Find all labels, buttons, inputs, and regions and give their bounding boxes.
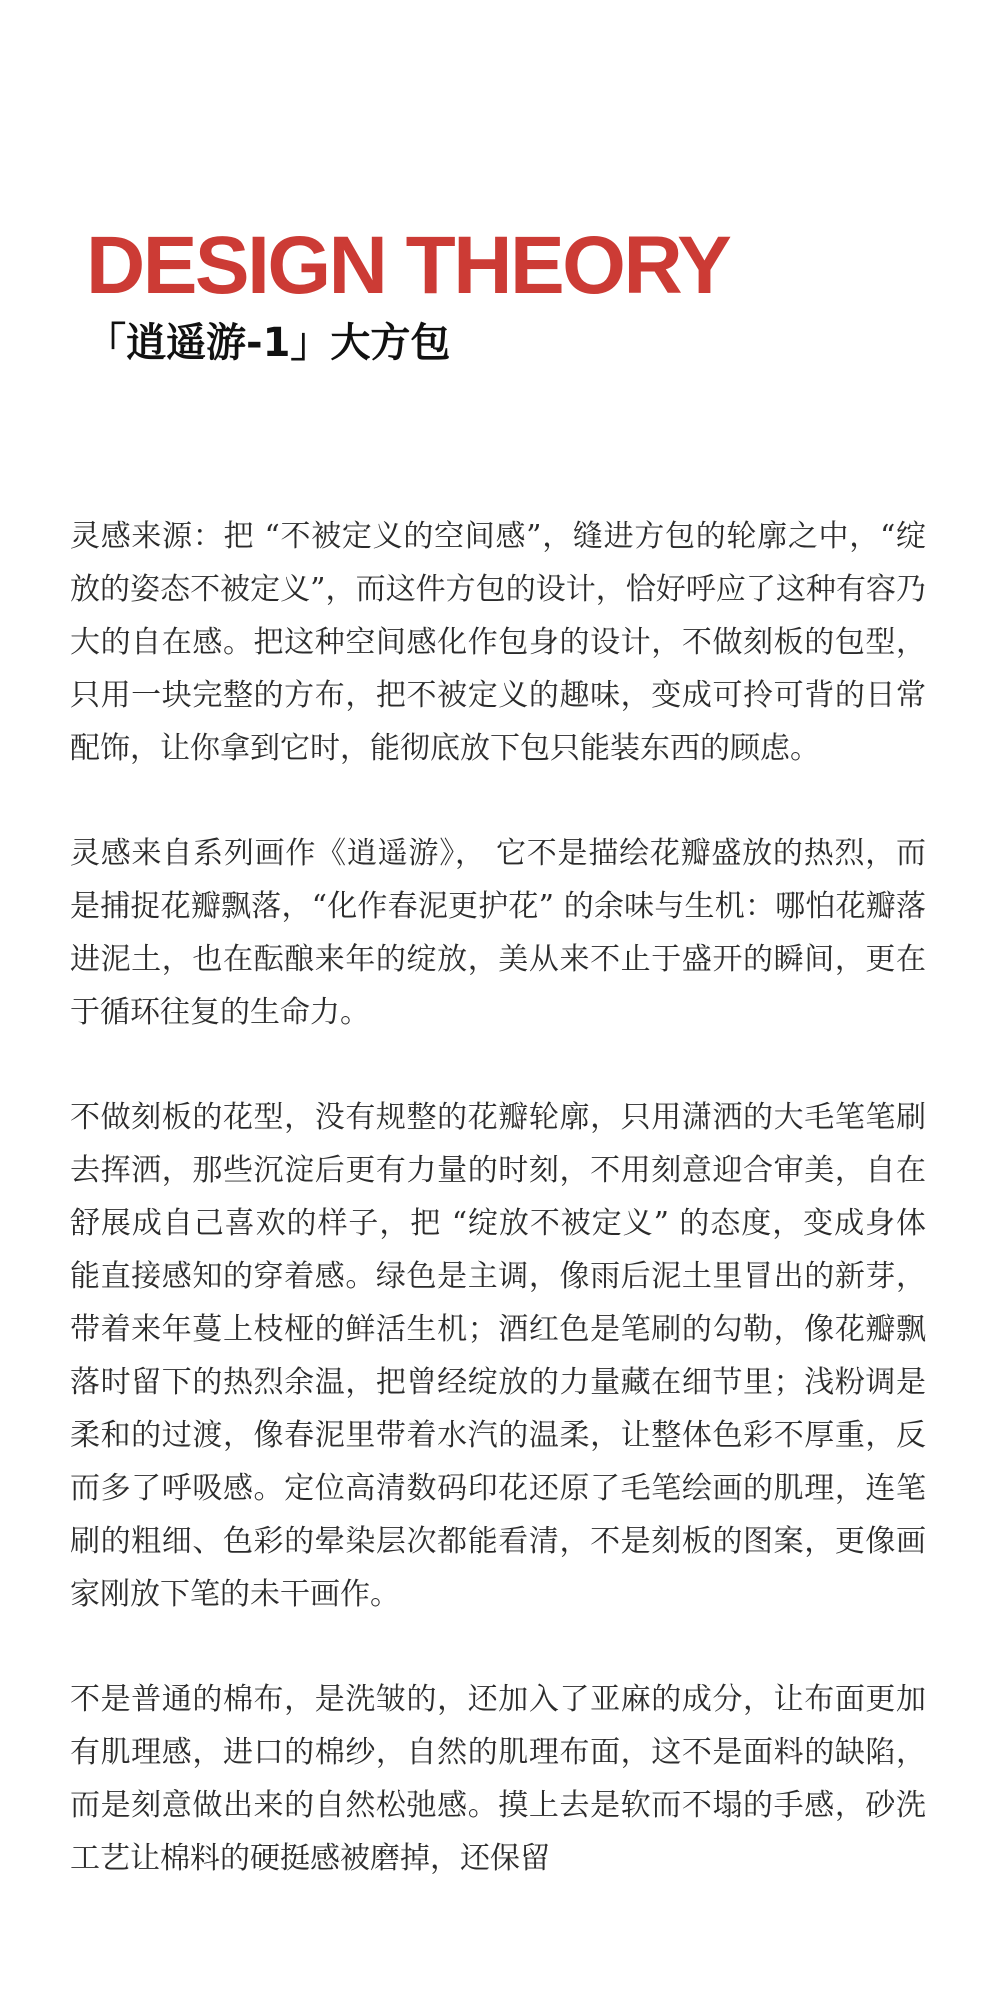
product-title: 「逍遥游-1」大方包 <box>86 320 451 366</box>
headline: DESIGN THEORY <box>86 220 730 311</box>
article-body <box>70 510 926 2000</box>
paragraph-fabric: 不是普通的棉布，是洗皱的，还加入了亚麻的成分，让布面更加有肌理感，进口的棉纱，自然的肌理布面，这不是面料的缺陷，而是刻意做出来的自然松弛感。摸上去是软而不塌的手感，砂洗工艺让棉料的硬挺感被磨掉，还保留 <box>70 1682 926 1876</box>
paragraph-inspiration-source: 灵感来源：把 “不被定义的空间感”，缝进方包的轮廓之中，“绽放的姿态不被定义”，而这件方包的设计，恰好呼应了这种有容乃大的自在感。把这种空间感化作包身的设计，不做刻板的包型，只用一块完整的方布，把不被定义的趣味，变成可拎可背的日常配饰，让你拿到它时，能彻底放下包只能装东西的顾虑。 <box>70 519 926 766</box>
paragraph-print-and-color: 不做刻板的花型，没有规整的花瓣轮廓，只用潇洒的大毛笔笔刷去挥洒，那些沉淀后更有力量的时刻，不用刻意迎合审美，自在舒展成自己喜欢的样子，把 “绽放不被定义” 的态度，变成身体能直接感知的穿着感。绿色是主调，像雨后泥土里冒出的新芽，带着来年蔓上枝桠的鲜活生机；酒红色是笔刷的勾勒，像花瓣飘落时留下的热烈余温，把曾经绽放的力量藏在细节里；浅粉调是柔和的过渡，像春泥里带着水汽的温柔，让整体色彩不厚重，反而多了呼吸感。定位高清数码印花还原了毛笔绘画的肌理，连笔刷的粗细、色彩的晕染层次都能看清，不是刻板的图案，更像画家刚放下笔的未干画作。 <box>70 1100 926 1612</box>
paragraph-painting-inspiration: 灵感来自系列画作《逍遥游》， 它不是描绘花瓣盛放的热烈，而是捕捉花瓣飘落，“化作春泥更护花” 的余味与生机：哪怕花瓣落进泥土，也在酝酿来年的绽放，美从来不止于盛开的瞬间，更在于循环往复的生命力。 <box>70 836 926 1030</box>
heading-block <box>86 220 946 366</box>
